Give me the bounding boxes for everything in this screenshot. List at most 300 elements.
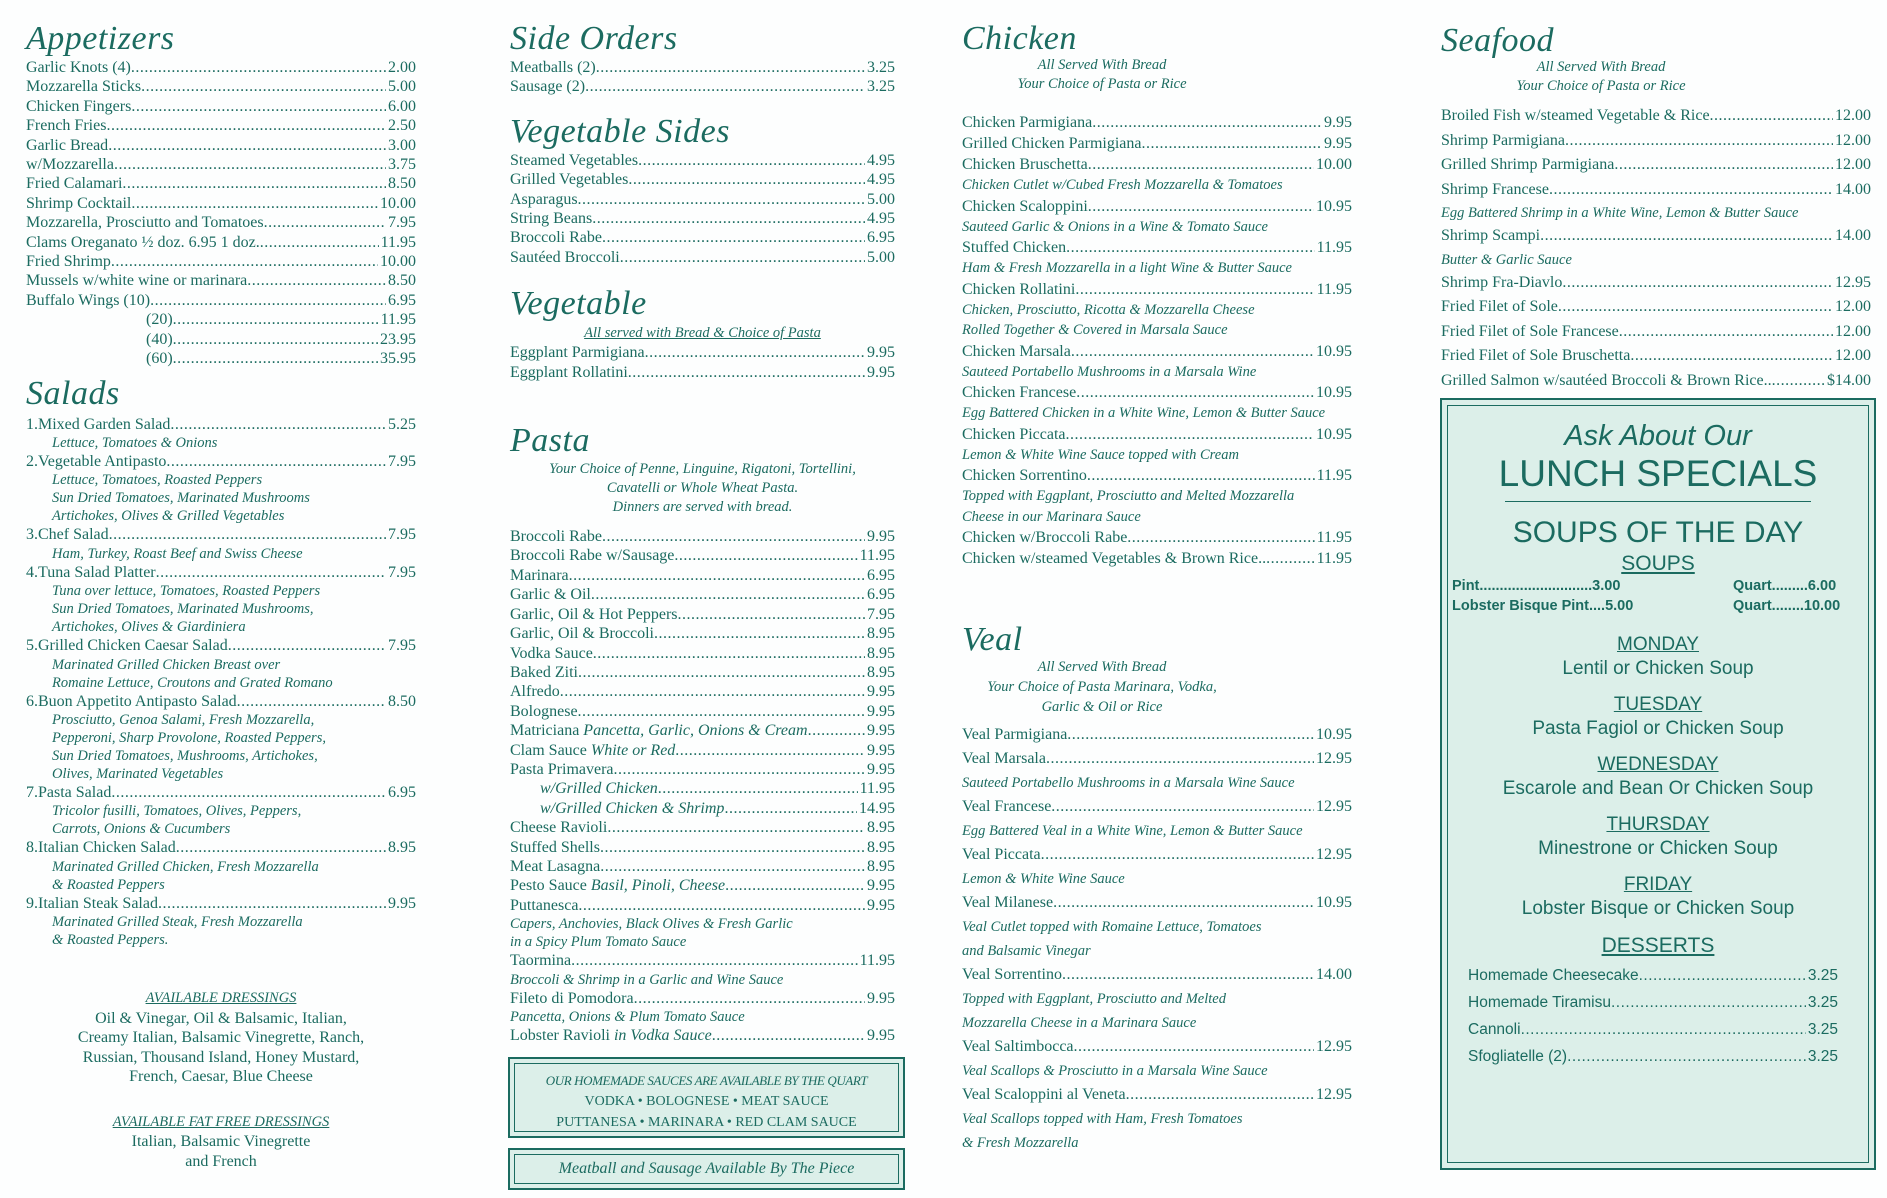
leader-dots — [1075, 279, 1314, 300]
soups-of-the-day-title: SOUPS OF THE DAY — [1512, 516, 1804, 549]
item-price: 11.95 — [859, 780, 895, 798]
item-name: Fried Shrimp — [26, 253, 111, 271]
item-description: Marinated Grilled Chicken, Fresh Mozzarella — [52, 858, 319, 875]
leader-dots — [675, 741, 865, 760]
item-name: Grilled Shrimp Parmigiana — [1441, 156, 1615, 173]
leader-dots — [569, 566, 865, 585]
item-price: 9.95 — [867, 741, 895, 759]
leader-dots — [237, 692, 386, 711]
text-line: Your Choice of Penne, Linguine, Rigatoni, Tortellini, — [549, 461, 856, 478]
menu-item-row — [962, 747, 1352, 771]
menu-item-row — [510, 857, 895, 876]
menu-item-row — [26, 563, 416, 582]
item-note: Basil, Pinoli, Cheese — [586, 877, 726, 895]
leader-dots — [614, 760, 865, 779]
menu-item-row — [962, 891, 1352, 915]
item-price: 11.95 — [380, 311, 416, 329]
appetizers-heading: Appetizers — [26, 20, 175, 57]
text-line: and French — [185, 1152, 257, 1170]
leader-dots — [1088, 196, 1314, 217]
item-price: 14.00 — [1835, 180, 1871, 198]
item-name: Veal Marsala — [962, 750, 1046, 767]
leader-dots — [1558, 295, 1833, 320]
item-price: 8.50 — [388, 692, 416, 710]
item-price: 14.95 — [859, 799, 895, 817]
item-name: Shrimp Scampi — [1441, 227, 1541, 244]
menu-item-row — [1441, 271, 1871, 296]
leader-dots — [678, 605, 865, 624]
item-price: 9.95 — [867, 896, 895, 914]
item-price: 7.95 — [388, 526, 416, 544]
leader-dots — [592, 209, 865, 228]
item-name: Veal Scaloppini al Veneta — [962, 1086, 1126, 1103]
menu-item-row — [962, 382, 1352, 403]
menu-item-row — [962, 196, 1352, 217]
leader-dots — [1062, 963, 1314, 987]
item-price: 9.95 — [1324, 114, 1352, 131]
item-name: Sautéed Broccoli — [510, 248, 620, 266]
item-name: Bolognese — [510, 702, 578, 720]
leader-dots — [1053, 891, 1314, 915]
item-description: Romaine Lettuce, Croutons and Grated Romano — [52, 674, 333, 691]
item-note: Pancetta, Garlic, Onions & Cream — [579, 722, 808, 740]
item-price: 12.00 — [1835, 322, 1871, 340]
veal-subtitle — [922, 657, 1282, 717]
item-number: 3. — [26, 526, 38, 544]
item-name: Shrimp Cocktail — [26, 194, 132, 212]
leader-dots — [638, 151, 865, 170]
chicken-subtitle — [922, 56, 1282, 94]
item-price: 9.95 — [867, 363, 895, 381]
item-name: Veal Sorrentino — [962, 966, 1062, 983]
menu-item-row — [1468, 962, 1838, 989]
item-name: Taormina — [510, 952, 572, 970]
item-name: Meatballs (2) — [510, 59, 596, 76]
item-name: Broiled Fish w/steamed Vegetable & Rice — [1441, 107, 1710, 124]
leader-dots — [1067, 723, 1314, 747]
salads-list — [26, 415, 416, 950]
menu-item-row — [510, 702, 895, 721]
item-name: Sausage (2) — [510, 78, 586, 96]
item-description: Sun Dried Tomatoes, Marinated Mushrooms, — [52, 601, 314, 618]
leader-dots — [712, 1026, 865, 1045]
leader-dots — [109, 525, 386, 544]
item-price: 10.95 — [1316, 197, 1352, 215]
item-description: Mozzarella Cheese in a Marinara Sauce — [962, 1015, 1197, 1031]
menu-item-row — [510, 682, 895, 701]
item-price: 8.95 — [867, 838, 895, 856]
item-description: Rolled Together & Covered in Marsala Sauce — [962, 322, 1228, 338]
soup-day-soup: Escarole and Bean Or Chicken Soup — [1502, 778, 1814, 799]
item-price: 9.95 — [867, 722, 895, 740]
item-name: (20) — [146, 311, 173, 329]
item-name: w/Grilled Chicken — [540, 780, 658, 798]
soup-day-entry — [1448, 694, 1868, 740]
item-price: 3.25 — [867, 78, 895, 96]
item-price: 3.25 — [867, 59, 895, 76]
item-price: 8.95 — [867, 663, 895, 681]
leader-dots — [1614, 153, 1833, 178]
sauces-line-2: PUTTANESA • MARINARA • RED CLAM SAUCE — [556, 1115, 857, 1131]
leader-dots — [654, 624, 865, 643]
soup-day-name: WEDNESDAY — [1597, 754, 1719, 775]
item-name: Puttanesca — [510, 896, 579, 914]
leader-dots — [170, 415, 386, 434]
item-description: Tuna over lettuce, Tomatoes, Roasted Peppers — [52, 583, 321, 600]
dressings-list — [26, 1009, 416, 1087]
menu-item-row — [962, 465, 1352, 486]
leader-dots — [571, 951, 858, 970]
menu-item-row — [26, 452, 416, 471]
menu-item-row — [962, 795, 1352, 819]
leader-dots — [122, 174, 386, 193]
leader-dots — [596, 58, 865, 77]
item-name: Veal Saltimbocca — [962, 1038, 1074, 1055]
menu-item-row — [510, 58, 895, 77]
item-name: Baked Ziti — [510, 663, 578, 681]
menu-item-row — [510, 779, 895, 798]
item-name: Marinara — [510, 566, 569, 584]
item-description: Topped with Eggplant, Prosciutto and Melted Mozzarella — [962, 488, 1295, 504]
item-price: 5.00 — [867, 248, 895, 266]
leader-dots — [578, 702, 865, 721]
menu-item-row — [510, 760, 895, 779]
veal-list — [962, 723, 1352, 1155]
leader-dots — [247, 271, 386, 290]
item-price: 9.95 — [1324, 135, 1352, 152]
item-price: 11.95 — [1316, 239, 1352, 256]
item-price: 3.25 — [1807, 967, 1838, 984]
soup-prices — [1448, 576, 1868, 616]
leader-dots — [578, 663, 865, 682]
leader-dots — [560, 682, 865, 701]
menu-item-row — [962, 279, 1352, 300]
item-description: Marinated Grilled Steak, Fresh Mozzarella — [52, 914, 303, 931]
menu-item-row — [962, 527, 1352, 548]
menu-item-row — [26, 636, 416, 655]
item-price: 9.95 — [867, 702, 895, 720]
item-description: & Roasted Peppers. — [52, 932, 169, 949]
item-name: Chicken Fingers — [26, 97, 132, 115]
item-name: Italian Chicken Salad — [38, 839, 176, 857]
leader-dots — [111, 252, 378, 271]
lunch-specials-title: LUNCH SPECIALS — [1498, 453, 1818, 494]
item-name: Broccoli Rabe — [510, 229, 602, 247]
leader-dots — [1772, 369, 1825, 394]
item-price: 3.00 — [388, 136, 416, 154]
leader-dots — [645, 343, 865, 362]
leader-dots — [1630, 344, 1833, 369]
leader-dots — [1639, 962, 1806, 989]
item-price: 3.75 — [388, 156, 416, 174]
leader-dots — [1126, 1083, 1314, 1107]
item-name: Veal Milanese — [962, 894, 1054, 911]
menu-item-row — [26, 174, 416, 193]
menu-item-row — [1441, 344, 1871, 369]
lobster-pint-price: Lobster Bisque Pint....5.00 — [1452, 598, 1634, 614]
menu-item-row — [1441, 295, 1871, 320]
item-name: Stuffed Shells — [510, 838, 600, 856]
leader-dots — [176, 838, 386, 857]
menu-item-row — [26, 415, 416, 434]
item-description: Lettuce, Tomatoes, Roasted Peppers — [52, 472, 263, 489]
item-name: w/Mozzarella — [26, 156, 114, 174]
item-name: Shrimp Fra-Diavlo — [1441, 273, 1563, 291]
item-price: 23.95 — [380, 330, 416, 348]
menu-item-row — [1441, 104, 1871, 129]
item-price: 2.00 — [388, 59, 416, 76]
leader-dots — [264, 213, 386, 232]
item-name: Chicken Bruschetta — [962, 156, 1088, 173]
menu-item-row — [510, 663, 895, 682]
item-description: Egg Battered Chicken in a White Wine, Lemon & Butter Sauce — [962, 405, 1326, 421]
item-name: Garlic Knots (4) — [26, 59, 131, 76]
leader-dots — [1066, 237, 1314, 258]
leader-dots — [1266, 548, 1315, 569]
item-description: Lemon & White Wine Sauce — [962, 871, 1125, 887]
item-price: 6.95 — [388, 783, 416, 801]
menu-item-row — [510, 818, 895, 837]
item-description: Capers, Anchovies, Black Olives & Fresh Garlic — [510, 916, 793, 933]
leader-dots — [593, 644, 865, 663]
menu-item-row — [962, 1083, 1352, 1107]
seafood-list — [1441, 104, 1871, 393]
item-price: 10.95 — [1316, 726, 1352, 743]
text-line: Cavatelli or Whole Wheat Pasta. — [606, 480, 799, 497]
soup-day-entry — [1448, 814, 1868, 860]
item-price: 10.00 — [1316, 156, 1352, 173]
leader-dots — [1142, 133, 1322, 154]
item-name: String Beans — [510, 210, 593, 228]
item-description: Broccoli & Shrimp in a Garlic and Wine Sauce — [510, 971, 784, 988]
sauces-inner — [514, 1063, 899, 1132]
sauces-line-1: VODKA • BOLOGNESE • MEAT SAUCE — [584, 1094, 829, 1110]
menu-item-row — [962, 237, 1352, 258]
vegetable-heading: Vegetable — [510, 285, 647, 323]
menu-item-row — [1441, 153, 1871, 178]
leader-dots — [674, 546, 857, 565]
item-description: Sauteed Garlic & Onions in a Wine & Tomato Sauce — [962, 218, 1268, 235]
leader-dots — [1076, 382, 1314, 403]
item-description: Cheese in our Marinara Sauce — [962, 508, 1141, 525]
menu-item-row — [26, 97, 416, 116]
column-sides-pasta — [510, 0, 895, 1190]
item-description: Pancetta, Onions & Plum Tomato Sauce — [510, 1009, 745, 1025]
item-price: 10.95 — [1316, 342, 1352, 360]
menu-item-row — [1468, 989, 1838, 1016]
item-price: 9.95 — [867, 683, 895, 701]
menu-item-row — [510, 363, 895, 382]
item-price: 35.95 — [380, 350, 416, 368]
soup-day-soup: Lobster Bisque or Chicken Soup — [1521, 898, 1795, 919]
menu-item-row — [510, 343, 895, 362]
item-price: 12.00 — [1835, 156, 1871, 173]
leader-dots — [108, 136, 386, 155]
item-name: Garlic, Oil & Broccoli — [510, 625, 654, 643]
item-price: 11.95 — [1316, 467, 1352, 484]
meatball-note: Meatball and Sausage Available By The Piece — [514, 1154, 899, 1184]
item-price: 4.95 — [867, 151, 895, 169]
menu-item-row — [1441, 320, 1871, 345]
text-line: Oil & Vinegar, Oil & Balsamic, Italian, — [95, 1009, 347, 1027]
item-name: Grilled Salmon w/sautéed Broccoli & Brown Rice.. — [1441, 371, 1772, 389]
soup-day-soup: Minestrone or Chicken Soup — [1538, 838, 1778, 859]
item-price: 12.95 — [1316, 1038, 1352, 1055]
menu-item-row — [26, 194, 416, 213]
soup-day-soup: Pasta Fagiol or Chicken Soup — [1532, 718, 1784, 739]
menu-item-row — [510, 799, 895, 818]
leader-dots — [1088, 154, 1314, 175]
soup-day-entry — [1448, 754, 1868, 800]
item-price: 10.95 — [1316, 894, 1352, 911]
veal-heading: Veal — [962, 621, 1023, 658]
item-price: 7.95 — [388, 452, 416, 470]
item-number: 9. — [26, 894, 38, 912]
leader-dots — [131, 58, 386, 77]
item-name: Steamed Vegetables — [510, 151, 639, 169]
item-name: Mixed Garden Salad — [38, 415, 171, 433]
leader-dots — [156, 563, 386, 582]
menu-item-row — [510, 741, 895, 760]
specials-divider — [1505, 501, 1811, 502]
item-price: 14.00 — [1316, 966, 1352, 983]
item-price: 3.25 — [1807, 1021, 1838, 1038]
menu-item-row — [26, 155, 416, 174]
item-name: Homemade Tiramisu — [1468, 994, 1611, 1011]
item-price: 11.95 — [1316, 280, 1352, 298]
item-name: Pasta Primavera — [510, 760, 614, 778]
item-price: 10.95 — [1316, 384, 1352, 401]
item-price: 12.00 — [1835, 347, 1871, 364]
item-price: 2.50 — [388, 117, 416, 135]
item-name: Mozzarella, Prosciutto and Tomatoes — [26, 214, 264, 232]
menu-item-row — [510, 838, 895, 857]
dressings-block — [26, 989, 416, 1171]
column-seafood-specials — [1441, 0, 1871, 393]
leader-dots — [1046, 747, 1314, 771]
item-name: Mussels w/white wine or marinara — [26, 272, 248, 290]
item-description: Butter & Garlic Sauce — [1441, 251, 1572, 268]
item-number: 8. — [26, 839, 38, 857]
leader-dots — [585, 77, 865, 96]
salads-heading: Salads — [26, 374, 120, 412]
item-description: in a Spicy Plum Tomato Sauce — [510, 934, 687, 951]
item-name: Clam Sauce White or Red — [510, 741, 676, 759]
item-name: Chicken Marsala — [962, 342, 1071, 360]
leader-dots — [106, 116, 386, 135]
menu-item-row — [510, 896, 895, 915]
leader-dots — [607, 818, 865, 837]
item-price: 8.95 — [867, 644, 895, 662]
leader-dots — [131, 97, 386, 116]
leader-dots — [600, 838, 865, 857]
appetizers-list — [26, 58, 416, 369]
menu-item-row — [26, 692, 416, 711]
item-name: Chicken Rollatini — [962, 280, 1076, 298]
item-description: Topped with Eggplant, Prosciutto and Melted — [962, 991, 1226, 1007]
text-line: Your Choice of Pasta or Rice — [1516, 78, 1686, 94]
item-description: Sun Dried Tomatoes, Marinated Mushrooms — [52, 490, 310, 507]
item-name: French Fries — [26, 117, 107, 135]
homemade-sauces-box — [508, 1057, 905, 1138]
leader-dots — [600, 857, 865, 876]
item-price: 10.00 — [380, 253, 416, 271]
item-price: 9.95 — [867, 344, 895, 362]
item-price: 8.50 — [388, 272, 416, 290]
item-name: (60) — [146, 350, 173, 368]
item-name: Fried Filet of Sole Bruschetta — [1441, 347, 1631, 364]
text-line: All Served With Bread — [1037, 57, 1167, 73]
leader-dots — [166, 452, 386, 471]
item-price: 11.95 — [859, 952, 895, 970]
menu-item-row — [510, 721, 895, 740]
leader-dots — [111, 783, 386, 802]
item-name: Pasta Salad — [38, 783, 112, 801]
menu-item-row — [1441, 224, 1871, 249]
menu-item-row — [1468, 1043, 1838, 1070]
leader-dots — [114, 155, 386, 174]
menu-item-row — [26, 525, 416, 544]
item-name: Chicken Parmigiana — [962, 114, 1093, 131]
fatfree-list — [26, 1132, 416, 1171]
menu-item-row — [510, 546, 895, 565]
item-name: Shrimp Parmigiana — [1441, 131, 1565, 149]
leader-dots — [628, 170, 865, 189]
item-name: Eggplant Parmigiana — [510, 344, 645, 362]
menu-item-row — [26, 213, 416, 232]
item-description: Egg Battered Veal in a White Wine, Lemon & Butter Sauce — [962, 823, 1303, 839]
text-line: Creamy Italian, Balsamic Vinegrette, Ranch, — [77, 1029, 365, 1047]
vegetable-sides-list — [510, 151, 895, 267]
soup-day-soup: Lentil or Chicken Soup — [1562, 658, 1754, 679]
item-price: 7.95 — [388, 214, 416, 232]
leader-dots — [634, 989, 865, 1008]
item-price: 11.95 — [380, 233, 416, 251]
item-price: 8.95 — [388, 839, 416, 857]
item-name: Vegetable Antipasto — [38, 452, 167, 470]
menu-item-row — [510, 605, 895, 624]
leader-dots — [228, 636, 386, 655]
item-name: Fried Filet of Sole Francese — [1441, 322, 1619, 340]
pasta-subtitle — [510, 460, 895, 517]
item-price: 10.00 — [380, 194, 416, 212]
item-price: 11.95 — [1316, 550, 1352, 567]
soup-days-list — [1448, 634, 1868, 920]
item-name: Fried Calamari — [26, 175, 123, 193]
leader-dots — [1521, 1016, 1806, 1043]
item-price: 4.95 — [867, 210, 895, 228]
menu-item-row — [962, 548, 1352, 569]
item-name: Sfogliatelle (2) — [1468, 1048, 1568, 1065]
ask-about-text: Ask About Our — [1564, 420, 1752, 452]
item-price: 9.95 — [867, 760, 895, 778]
item-price: 8.95 — [867, 857, 895, 875]
menu-item-row — [962, 843, 1352, 867]
item-description: Artichokes, Olives & Grilled Vegetables — [52, 508, 285, 525]
soup-day-name: MONDAY — [1617, 634, 1699, 655]
menu-item-row — [510, 566, 895, 585]
item-price: 3.25 — [1807, 1048, 1838, 1065]
item-price: 6.95 — [867, 566, 895, 584]
specials-inner — [1447, 405, 1869, 1163]
item-description: Veal Cutlet topped with Romaine Lettuce, Tomatoes — [962, 919, 1262, 935]
item-name: Buffalo Wings (10) — [26, 291, 151, 309]
menu-item-row — [962, 341, 1352, 362]
item-price: 8.50 — [388, 175, 416, 193]
item-name: Broccoli Rabe w/Sausage — [510, 547, 675, 565]
menu-item-row — [510, 624, 895, 643]
meatball-note-box — [508, 1148, 905, 1190]
